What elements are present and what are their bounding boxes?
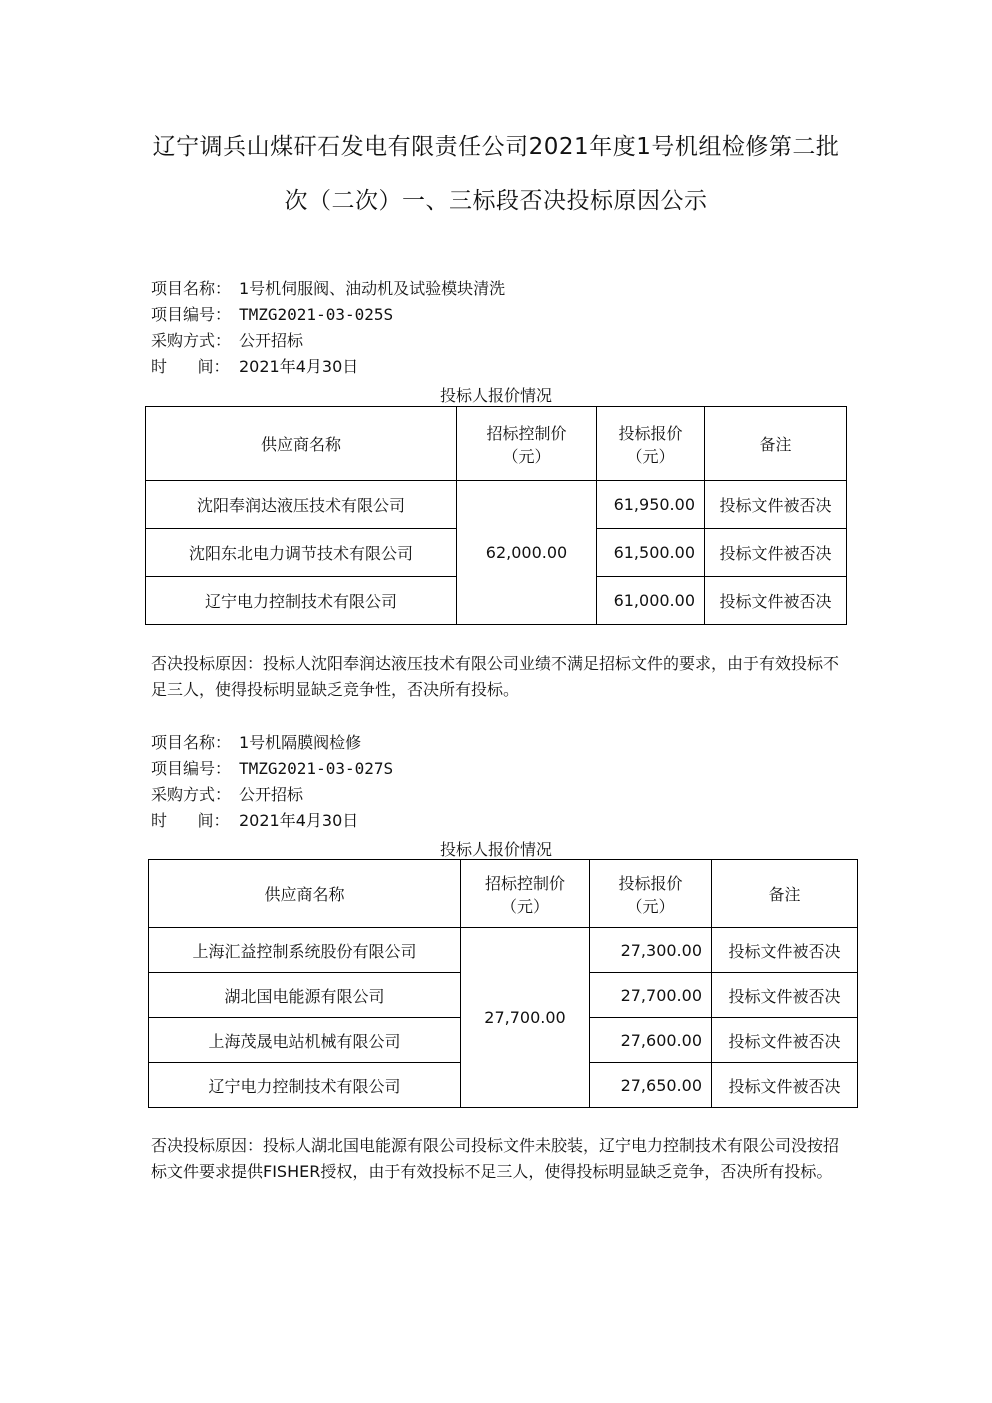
header-control-price xyxy=(461,860,590,928)
table-header-row xyxy=(146,407,847,481)
time: 2021年4月30日 xyxy=(239,357,359,376)
header-control-price xyxy=(457,407,597,481)
table-header-row xyxy=(149,860,858,928)
bid-price-cell: 61,000.00 xyxy=(597,577,705,625)
header-bid-price-label: 投标报价 xyxy=(618,423,683,443)
project-name: 1号机伺服阀、油动机及试验模块清洗 xyxy=(239,279,506,298)
project-name-row xyxy=(151,730,393,756)
time-label: 时 间： xyxy=(151,811,230,830)
remark-cell: 投标文件被否决 xyxy=(712,1018,858,1063)
header-control-price-unit: （元） xyxy=(502,446,551,466)
header-remark: 备注 xyxy=(705,407,847,481)
header-bid-price xyxy=(597,407,705,481)
table-row xyxy=(146,481,847,529)
header-remark: 备注 xyxy=(712,860,858,928)
supplier-cell: 沈阳奉润达液压技术有限公司 xyxy=(146,481,457,529)
header-bid-price xyxy=(590,860,712,928)
project-no-label: 项目编号： xyxy=(151,759,232,778)
method: 公开招标 xyxy=(239,331,304,350)
remark-cell: 投标文件被否决 xyxy=(712,973,858,1018)
project-no-row xyxy=(151,756,393,782)
method-row xyxy=(151,782,393,808)
section-2-info xyxy=(151,730,393,834)
supplier-cell: 沈阳东北电力调节技术有限公司 xyxy=(146,529,457,577)
header-bid-price-unit: （元） xyxy=(626,446,675,466)
remark-cell: 投标文件被否决 xyxy=(705,529,847,577)
supplier-cell: 上海汇益控制系统股份有限公司 xyxy=(149,928,461,973)
supplier-cell: 上海茂晟电站机械有限公司 xyxy=(149,1018,461,1063)
control-price-cell: 62,000.00 xyxy=(457,481,597,625)
table-2-caption: 投标人报价情况 xyxy=(439,840,552,859)
bid-price-cell: 61,950.00 xyxy=(597,481,705,529)
supplier-cell: 辽宁电力控制技术有限公司 xyxy=(146,577,457,625)
header-control-price-label: 招标控制价 xyxy=(486,423,567,443)
table-row xyxy=(149,928,858,973)
remark-cell: 投标文件被否决 xyxy=(712,1063,858,1108)
section-1-info xyxy=(151,276,505,380)
project-no-row xyxy=(151,302,505,328)
project-no-label: 项目编号： xyxy=(151,305,232,324)
time-row xyxy=(151,808,393,834)
remark-cell: 投标文件被否决 xyxy=(705,577,847,625)
supplier-cell: 湖北国电能源有限公司 xyxy=(149,973,461,1018)
bid-price-cell: 27,700.00 xyxy=(590,973,712,1018)
time-row xyxy=(151,354,505,380)
rejection-reason-2: 否决投标原因：投标人湖北国电能源有限公司投标文件未胶装，辽宁电力控制技术有限公司没按招标文件要求提供FISHER授权，由于有效投标不足三人，使得投标明显缺乏竞争，否决所有投标。 xyxy=(151,1136,840,1181)
project-name-label: 项目名称： xyxy=(151,733,232,752)
title-line-2: 次（二次）一、三标段否决投标原因公示 xyxy=(284,188,708,214)
header-bid-price-label: 投标报价 xyxy=(618,873,683,893)
header-control-price-unit: （元） xyxy=(500,896,549,916)
header-control-price-label: 招标控制价 xyxy=(484,873,565,893)
header-bid-price-unit: （元） xyxy=(626,896,675,916)
time: 2021年4月30日 xyxy=(239,811,359,830)
method-label: 采购方式： xyxy=(151,331,232,350)
project-no: TMZG2021-03-025S xyxy=(239,305,394,324)
bid-price-cell: 61,500.00 xyxy=(597,529,705,577)
control-price-cell: 27,700.00 xyxy=(461,928,590,1108)
bid-price-cell: 27,650.00 xyxy=(590,1063,712,1108)
method-row xyxy=(151,328,505,354)
project-name-row xyxy=(151,276,505,302)
bid-table-2 xyxy=(148,859,858,1108)
rejection-reason-1: 否决投标原因：投标人沈阳奉润达液压技术有限公司业绩不满足招标文件的要求，由于有效投标不足三人，使得投标明显缺乏竞争性，否决所有投标。 xyxy=(151,654,840,699)
method: 公开招标 xyxy=(239,785,304,804)
header-supplier: 供应商名称 xyxy=(146,407,457,481)
bid-price-cell: 27,600.00 xyxy=(590,1018,712,1063)
table-1-caption: 投标人报价情况 xyxy=(439,386,552,405)
bid-table-1 xyxy=(145,406,847,625)
supplier-cell: 辽宁电力控制技术有限公司 xyxy=(149,1063,461,1108)
remark-cell: 投标文件被否决 xyxy=(712,928,858,973)
project-name-label: 项目名称： xyxy=(151,279,232,298)
title-line-1: 辽宁调兵山煤矸石发电有限责任公司2021年度1号机组检修第二批 xyxy=(152,134,840,160)
project-no: TMZG2021-03-027S xyxy=(239,759,394,778)
remark-cell: 投标文件被否决 xyxy=(705,481,847,529)
time-label: 时 间： xyxy=(151,357,230,376)
bid-price-cell: 27,300.00 xyxy=(590,928,712,973)
header-supplier: 供应商名称 xyxy=(149,860,461,928)
project-name: 1号机隔膜阀检修 xyxy=(239,733,362,752)
method-label: 采购方式： xyxy=(151,785,232,804)
